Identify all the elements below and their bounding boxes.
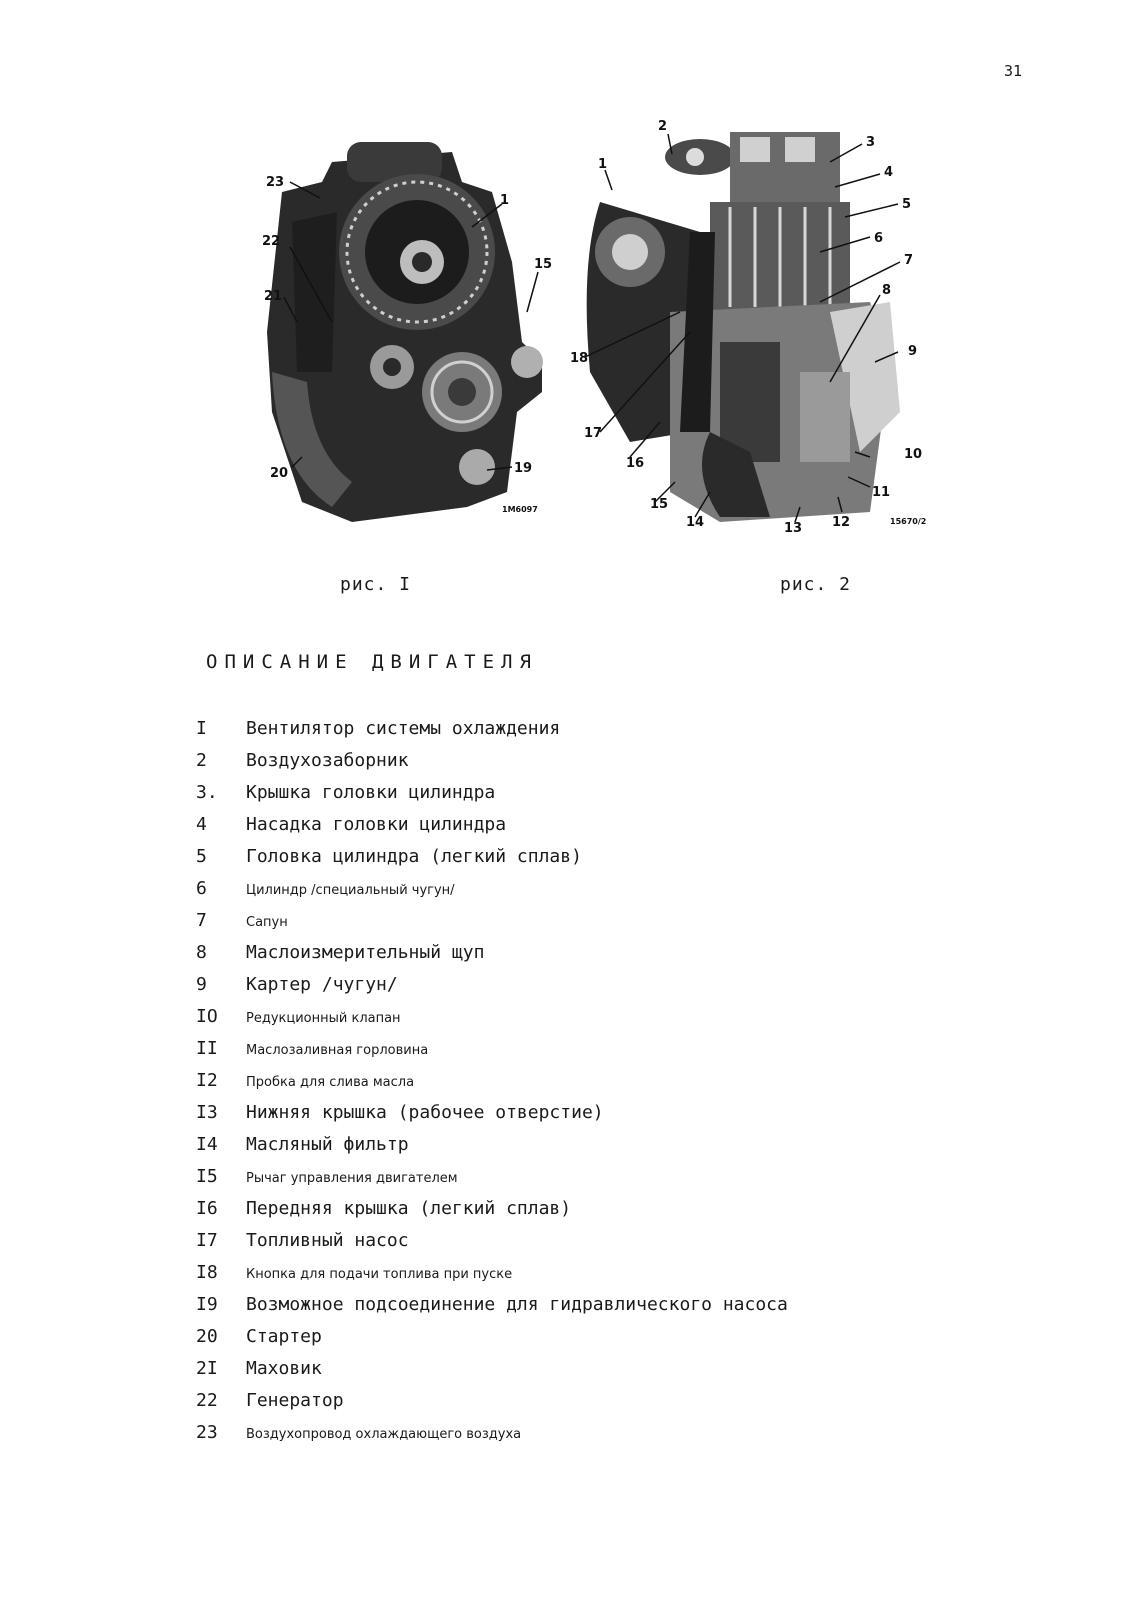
- legend-number: 6: [196, 878, 207, 899]
- legend-item: [196, 1166, 788, 1198]
- legend-item: [196, 782, 788, 814]
- fig2-callout: 3: [866, 135, 876, 150]
- fig1-callout: 15: [534, 257, 553, 272]
- fig2-callout: 15: [650, 497, 669, 512]
- fig2-callout: 2: [658, 119, 668, 134]
- legend-text: Сапун: [246, 915, 288, 930]
- legend-text: Кнопка для подачи топлива при пуске: [246, 1267, 513, 1282]
- legend-number: I5: [196, 1166, 218, 1187]
- legend-item: [196, 750, 788, 782]
- legend-item: [196, 1006, 788, 1038]
- legend-number: 2: [196, 750, 207, 771]
- fig2-callout: 18: [570, 351, 589, 366]
- legend-number: 20: [196, 1326, 218, 1347]
- legend-text: Вентилятор системы охлаждения: [246, 718, 561, 739]
- legend-text: Рычаг управления двигателем: [246, 1171, 458, 1186]
- fig2-callout: 7: [904, 253, 914, 268]
- fig2-callout: 9: [908, 344, 918, 359]
- fig2-callout: 14: [686, 515, 705, 530]
- legend-item: [196, 974, 788, 1006]
- fig1-callout: 21: [264, 289, 283, 304]
- legend-number: I4: [196, 1134, 218, 1155]
- engine-photo-side: [570, 112, 960, 542]
- legend-item: [196, 814, 788, 846]
- legend-item: [196, 846, 788, 878]
- legend-item: [196, 1294, 788, 1326]
- legend-text: Воздухопровод охлаждающего воздуха: [246, 1427, 522, 1442]
- page-number: 31: [1004, 62, 1023, 80]
- legend-item: [196, 1230, 788, 1262]
- fig2-callout: 6: [874, 231, 884, 246]
- legend-item: [196, 942, 788, 974]
- fig2-callout: 17: [584, 426, 603, 441]
- legend-number: II: [196, 1038, 218, 1059]
- legend-number: 22: [196, 1390, 218, 1411]
- legend-item: [196, 1358, 788, 1390]
- section-title: ОПИСАНИЕ ДВИГАТЕЛЯ: [206, 651, 538, 673]
- legend-item: [196, 1134, 788, 1166]
- legend-text: Головка цилиндра (легкий сплав): [246, 846, 582, 867]
- legend-text: Генератор: [246, 1390, 344, 1411]
- legend-text: Передняя крышка (легкий сплав): [246, 1198, 572, 1219]
- legend-text: Воздухозаборник: [246, 750, 409, 771]
- fig2-callout: 13: [784, 521, 803, 536]
- figure-caption: рис. I: [340, 574, 412, 595]
- legend-number: 8: [196, 942, 207, 963]
- legend-item: [196, 1262, 788, 1294]
- legend-number: 7: [196, 910, 207, 931]
- legend-item: [196, 1326, 788, 1358]
- legend-text: Редукционный клапан: [246, 1011, 401, 1026]
- legend-number: 23: [196, 1422, 218, 1443]
- legend-text: Нижняя крышка (рабочее отверстие): [246, 1102, 604, 1123]
- legend-item: [196, 718, 788, 750]
- legend-item: [196, 878, 788, 910]
- legend-number: I6: [196, 1198, 218, 1219]
- parts-legend: [196, 718, 788, 1454]
- legend-number: 9: [196, 974, 207, 995]
- fig1-callout: 1: [500, 193, 510, 208]
- legend-item: [196, 1198, 788, 1230]
- legend-text: Картер /чугун/: [246, 974, 398, 995]
- legend-item: [196, 1102, 788, 1134]
- fig2-callout: 12: [832, 515, 851, 530]
- legend-text: Маслоизмерительный щуп: [246, 942, 485, 963]
- legend-number: 4: [196, 814, 207, 835]
- legend-text: Маховик: [246, 1358, 322, 1379]
- legend-number: 2I: [196, 1358, 218, 1379]
- fig2-callout: 11: [872, 485, 891, 500]
- fig1-callout: 22: [262, 234, 281, 249]
- legend-text: Крышка головки цилиндра: [246, 782, 496, 803]
- legend-text: Возможное подсоединение для гидравлического насоса: [246, 1294, 788, 1315]
- legend-text: Маслозаливная горловина: [246, 1043, 429, 1058]
- legend-text: Топливный насос: [246, 1230, 409, 1251]
- legend-text: Пробка для слива масла: [246, 1075, 415, 1090]
- fig1-callout: 19: [514, 461, 533, 476]
- fig1-callout: 20: [270, 466, 289, 481]
- legend-item: [196, 910, 788, 942]
- legend-number: I8: [196, 1262, 218, 1283]
- fig1-code: 1M6097: [502, 505, 538, 514]
- legend-number: IO: [196, 1006, 218, 1027]
- legend-text: Масляный фильтр: [246, 1134, 409, 1155]
- legend-item: [196, 1390, 788, 1422]
- fig2-callout: 1: [598, 157, 608, 172]
- fig1-callout: 23: [266, 175, 285, 190]
- legend-number: I3: [196, 1102, 218, 1123]
- fig2-callout: 16: [626, 456, 645, 471]
- legend-number: I7: [196, 1230, 218, 1251]
- figure-caption: рис. 2: [780, 574, 852, 595]
- legend-number: I: [196, 718, 207, 739]
- engine-photo-front: [262, 112, 562, 542]
- legend-item: [196, 1422, 788, 1454]
- legend-text: Цилиндр /специальный чугун/: [246, 883, 455, 898]
- fig2-callout: 8: [882, 283, 892, 298]
- legend-item: [196, 1038, 788, 1070]
- fig2-callout: 4: [884, 165, 894, 180]
- legend-number: I9: [196, 1294, 218, 1315]
- legend-text: Стартер: [246, 1326, 322, 1347]
- fig2-code: 15670/2: [890, 517, 927, 526]
- legend-item: [196, 1070, 788, 1102]
- legend-number: I2: [196, 1070, 218, 1091]
- fig2-callout: 5: [902, 197, 912, 212]
- legend-number: 5: [196, 846, 207, 867]
- legend-text: Насадка головки цилиндра: [246, 814, 507, 835]
- fig2-callout: 10: [904, 447, 923, 462]
- legend-number: 3.: [196, 782, 218, 803]
